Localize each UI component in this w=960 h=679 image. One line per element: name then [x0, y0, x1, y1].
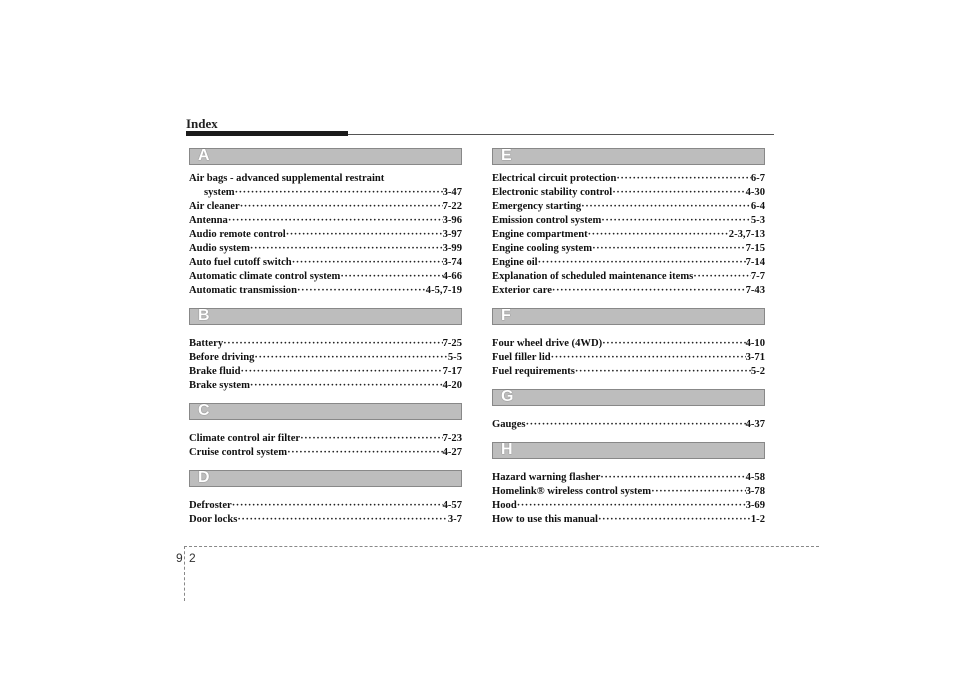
entry-label: How to use this manual	[492, 514, 598, 525]
entry-pages: 7-22	[442, 201, 462, 212]
section-header-bar	[189, 403, 462, 420]
dot-leader	[598, 513, 751, 527]
index-entry[interactable]	[492, 513, 765, 527]
dot-leader	[651, 485, 746, 499]
index-entry[interactable]	[189, 499, 462, 513]
entry-pages: 3-71	[745, 352, 765, 363]
dot-leader	[300, 432, 442, 446]
entry-label: Gauges	[492, 419, 526, 430]
entry-pages: 5-5	[447, 352, 462, 363]
entry-pages: 3-47	[442, 187, 462, 198]
entry-label: Air cleaner	[189, 201, 240, 212]
chapter-number: 9	[176, 551, 183, 565]
entry-label: Fuel filler lid	[492, 352, 551, 363]
entry-pages: 7-14	[745, 257, 765, 268]
index-entry[interactable]	[492, 485, 765, 499]
entry-label: Engine cooling system	[492, 243, 593, 254]
index-entry[interactable]	[492, 499, 765, 513]
entry-pages: 3-69	[745, 500, 765, 511]
index-section-d	[189, 470, 462, 527]
dot-leader	[297, 284, 426, 298]
index-entry[interactable]	[492, 242, 765, 256]
dot-leader	[237, 513, 448, 527]
section-header-bar	[189, 148, 462, 165]
entry-label-continued: system	[204, 187, 235, 198]
section-header-bar	[492, 148, 765, 165]
dot-leader	[616, 172, 751, 186]
footer-dashed-rule	[184, 546, 819, 547]
entry-label: Auto fuel cutoff switch	[189, 257, 292, 268]
entry-label: Four wheel drive (4WD)	[492, 338, 603, 349]
entry-pages: 5-3	[750, 215, 765, 226]
entry-pages: 6-7	[750, 173, 765, 184]
entry-label: Door locks	[189, 514, 238, 525]
index-section-e	[492, 148, 765, 308]
section-letter: G	[501, 388, 514, 405]
entry-pages: 4-20	[442, 380, 462, 391]
entry-label: Climate control air filter	[189, 433, 301, 444]
section-letter: C	[198, 402, 210, 419]
index-entry[interactable]	[492, 337, 765, 351]
section-header-bar	[492, 389, 765, 406]
index-entry[interactable]	[492, 471, 765, 485]
entry-pages: 4-58	[745, 472, 765, 483]
entry-label: Homelink® wireless control system	[492, 486, 652, 497]
dot-leader	[250, 379, 443, 393]
entry-label: Battery	[189, 338, 224, 349]
index-entry[interactable]	[189, 379, 462, 393]
section-letter: F	[501, 307, 511, 324]
index-entry[interactable]	[492, 214, 765, 228]
dot-leader	[235, 186, 443, 200]
entry-label: Electrical circuit protection	[492, 173, 617, 184]
index-entry[interactable]	[492, 418, 765, 432]
entry-label: Fuel requirements	[492, 366, 575, 377]
index-entry[interactable]	[189, 446, 462, 460]
entry-pages: 3-74	[442, 257, 462, 268]
dot-leader	[600, 471, 745, 485]
index-entry[interactable]	[492, 186, 765, 200]
entry-label: Cruise control system	[189, 447, 288, 458]
index-section-h	[492, 442, 765, 527]
dot-leader	[517, 499, 746, 513]
dot-leader	[254, 351, 447, 365]
section-letter: D	[198, 469, 210, 486]
section-letter: H	[501, 441, 513, 458]
index-entry[interactable]	[189, 337, 462, 351]
dot-leader	[552, 284, 746, 298]
entry-label: Brake system	[189, 380, 250, 391]
entry-label: Audio remote control	[189, 229, 286, 240]
index-entry[interactable]	[492, 284, 765, 298]
entry-label: Antenna	[189, 215, 228, 226]
dot-leader	[612, 186, 745, 200]
index-entry[interactable]	[189, 513, 462, 527]
page-number: 2	[189, 551, 196, 565]
entry-pages: 4-10	[745, 338, 765, 349]
index-entry[interactable]	[189, 172, 462, 200]
entry-label: Air bags - advanced supplemental restraint	[189, 173, 385, 184]
entry-pages: 7-17	[442, 366, 462, 377]
entry-label: Engine oil	[492, 257, 538, 268]
entry-pages: 3-99	[442, 243, 462, 254]
dot-leader	[601, 214, 751, 228]
index-entry[interactable]	[189, 242, 462, 256]
index-entry[interactable]	[492, 351, 765, 365]
index-section-c	[189, 403, 462, 470]
dot-leader	[538, 256, 746, 270]
entry-label: Defroster	[189, 500, 232, 511]
index-entry[interactable]	[189, 351, 462, 365]
entry-label: Hazard warning flasher	[492, 472, 601, 483]
entry-label: Brake fluid	[189, 366, 241, 377]
section-header-bar	[492, 442, 765, 459]
index-section-a	[189, 148, 462, 308]
footer-dashed-divider	[184, 546, 185, 601]
header-rule-thick	[186, 131, 348, 136]
entry-pages: 7-43	[745, 285, 765, 296]
dot-leader	[340, 270, 442, 284]
dot-leader	[602, 337, 745, 351]
entry-pages: 4-66	[442, 271, 462, 282]
entry-label: Before driving	[189, 352, 255, 363]
entry-pages: 7-7	[750, 271, 765, 282]
entry-pages: 3-97	[442, 229, 462, 240]
entry-label: Automatic transmission	[189, 285, 297, 296]
entry-pages: 5-2	[750, 366, 765, 377]
section-letter: A	[198, 147, 210, 164]
entry-pages: 4-30	[745, 187, 765, 198]
index-entry[interactable]	[189, 365, 462, 379]
entry-pages: 3-96	[442, 215, 462, 226]
dot-leader	[592, 242, 746, 256]
entry-pages: 4-57	[442, 500, 462, 511]
section-header-bar	[189, 308, 462, 325]
dot-leader	[575, 365, 751, 379]
index-entry[interactable]	[492, 256, 765, 270]
entry-pages: 3-7	[447, 514, 462, 525]
section-header-bar	[189, 470, 462, 487]
index-entry[interactable]	[189, 432, 462, 446]
dot-leader	[551, 351, 746, 365]
entry-pages: 7-23	[442, 433, 462, 444]
dot-leader	[286, 228, 443, 242]
dot-leader	[228, 214, 443, 228]
section-letter: B	[198, 307, 210, 324]
dot-leader	[292, 256, 443, 270]
entry-pages: 3-78	[745, 486, 765, 497]
dot-leader	[287, 446, 443, 460]
dot-leader	[581, 200, 751, 214]
entry-label: Engine compartment	[492, 229, 588, 240]
index-section-g	[492, 389, 765, 442]
entry-pages: 4-5,7-19	[425, 285, 462, 296]
entry-pages: 4-37	[745, 419, 765, 430]
index-entry[interactable]	[189, 214, 462, 228]
index-column-right	[492, 148, 765, 527]
entry-label: Automatic climate control system	[189, 271, 341, 282]
index-column-left	[189, 148, 462, 527]
entry-pages: 7-15	[745, 243, 765, 254]
entry-pages: 4-27	[442, 447, 462, 458]
index-entry[interactable]	[492, 200, 765, 214]
dot-leader	[241, 365, 443, 379]
entry-label: Emission control system	[492, 215, 602, 226]
index-entry[interactable]	[189, 200, 462, 214]
page-title: Index	[186, 116, 218, 131]
dot-leader	[223, 337, 442, 351]
index-entry[interactable]	[189, 256, 462, 270]
index-entry[interactable]	[492, 172, 765, 186]
entry-pages: 2-3,7-13	[728, 229, 765, 240]
entry-label: Explanation of scheduled maintenance items	[492, 271, 694, 282]
section-header-bar	[492, 308, 765, 325]
header-rule-thin	[348, 134, 774, 135]
index-entry[interactable]	[189, 284, 462, 298]
entry-label: Emergency starting	[492, 201, 582, 212]
dot-leader	[526, 418, 746, 432]
index-section-b	[189, 308, 462, 403]
entry-label: Audio system	[189, 243, 250, 254]
section-letter: E	[501, 147, 512, 164]
dot-leader	[240, 200, 443, 214]
entry-pages: 7-25	[442, 338, 462, 349]
index-section-f	[492, 308, 765, 389]
entry-pages: 6-4	[750, 201, 765, 212]
entry-label: Hood	[492, 500, 517, 511]
entry-label: Electronic stability control	[492, 187, 613, 198]
dot-leader	[693, 270, 751, 284]
index-entry[interactable]	[492, 228, 765, 242]
dot-leader	[588, 228, 729, 242]
index-entry[interactable]	[492, 365, 765, 379]
index-entry[interactable]	[189, 228, 462, 242]
index-entry[interactable]	[492, 270, 765, 284]
dot-leader	[232, 499, 443, 513]
entry-label: Exterior care	[492, 285, 552, 296]
dot-leader	[250, 242, 443, 256]
entry-pages: 1-2	[750, 514, 765, 525]
index-entry[interactable]	[189, 270, 462, 284]
